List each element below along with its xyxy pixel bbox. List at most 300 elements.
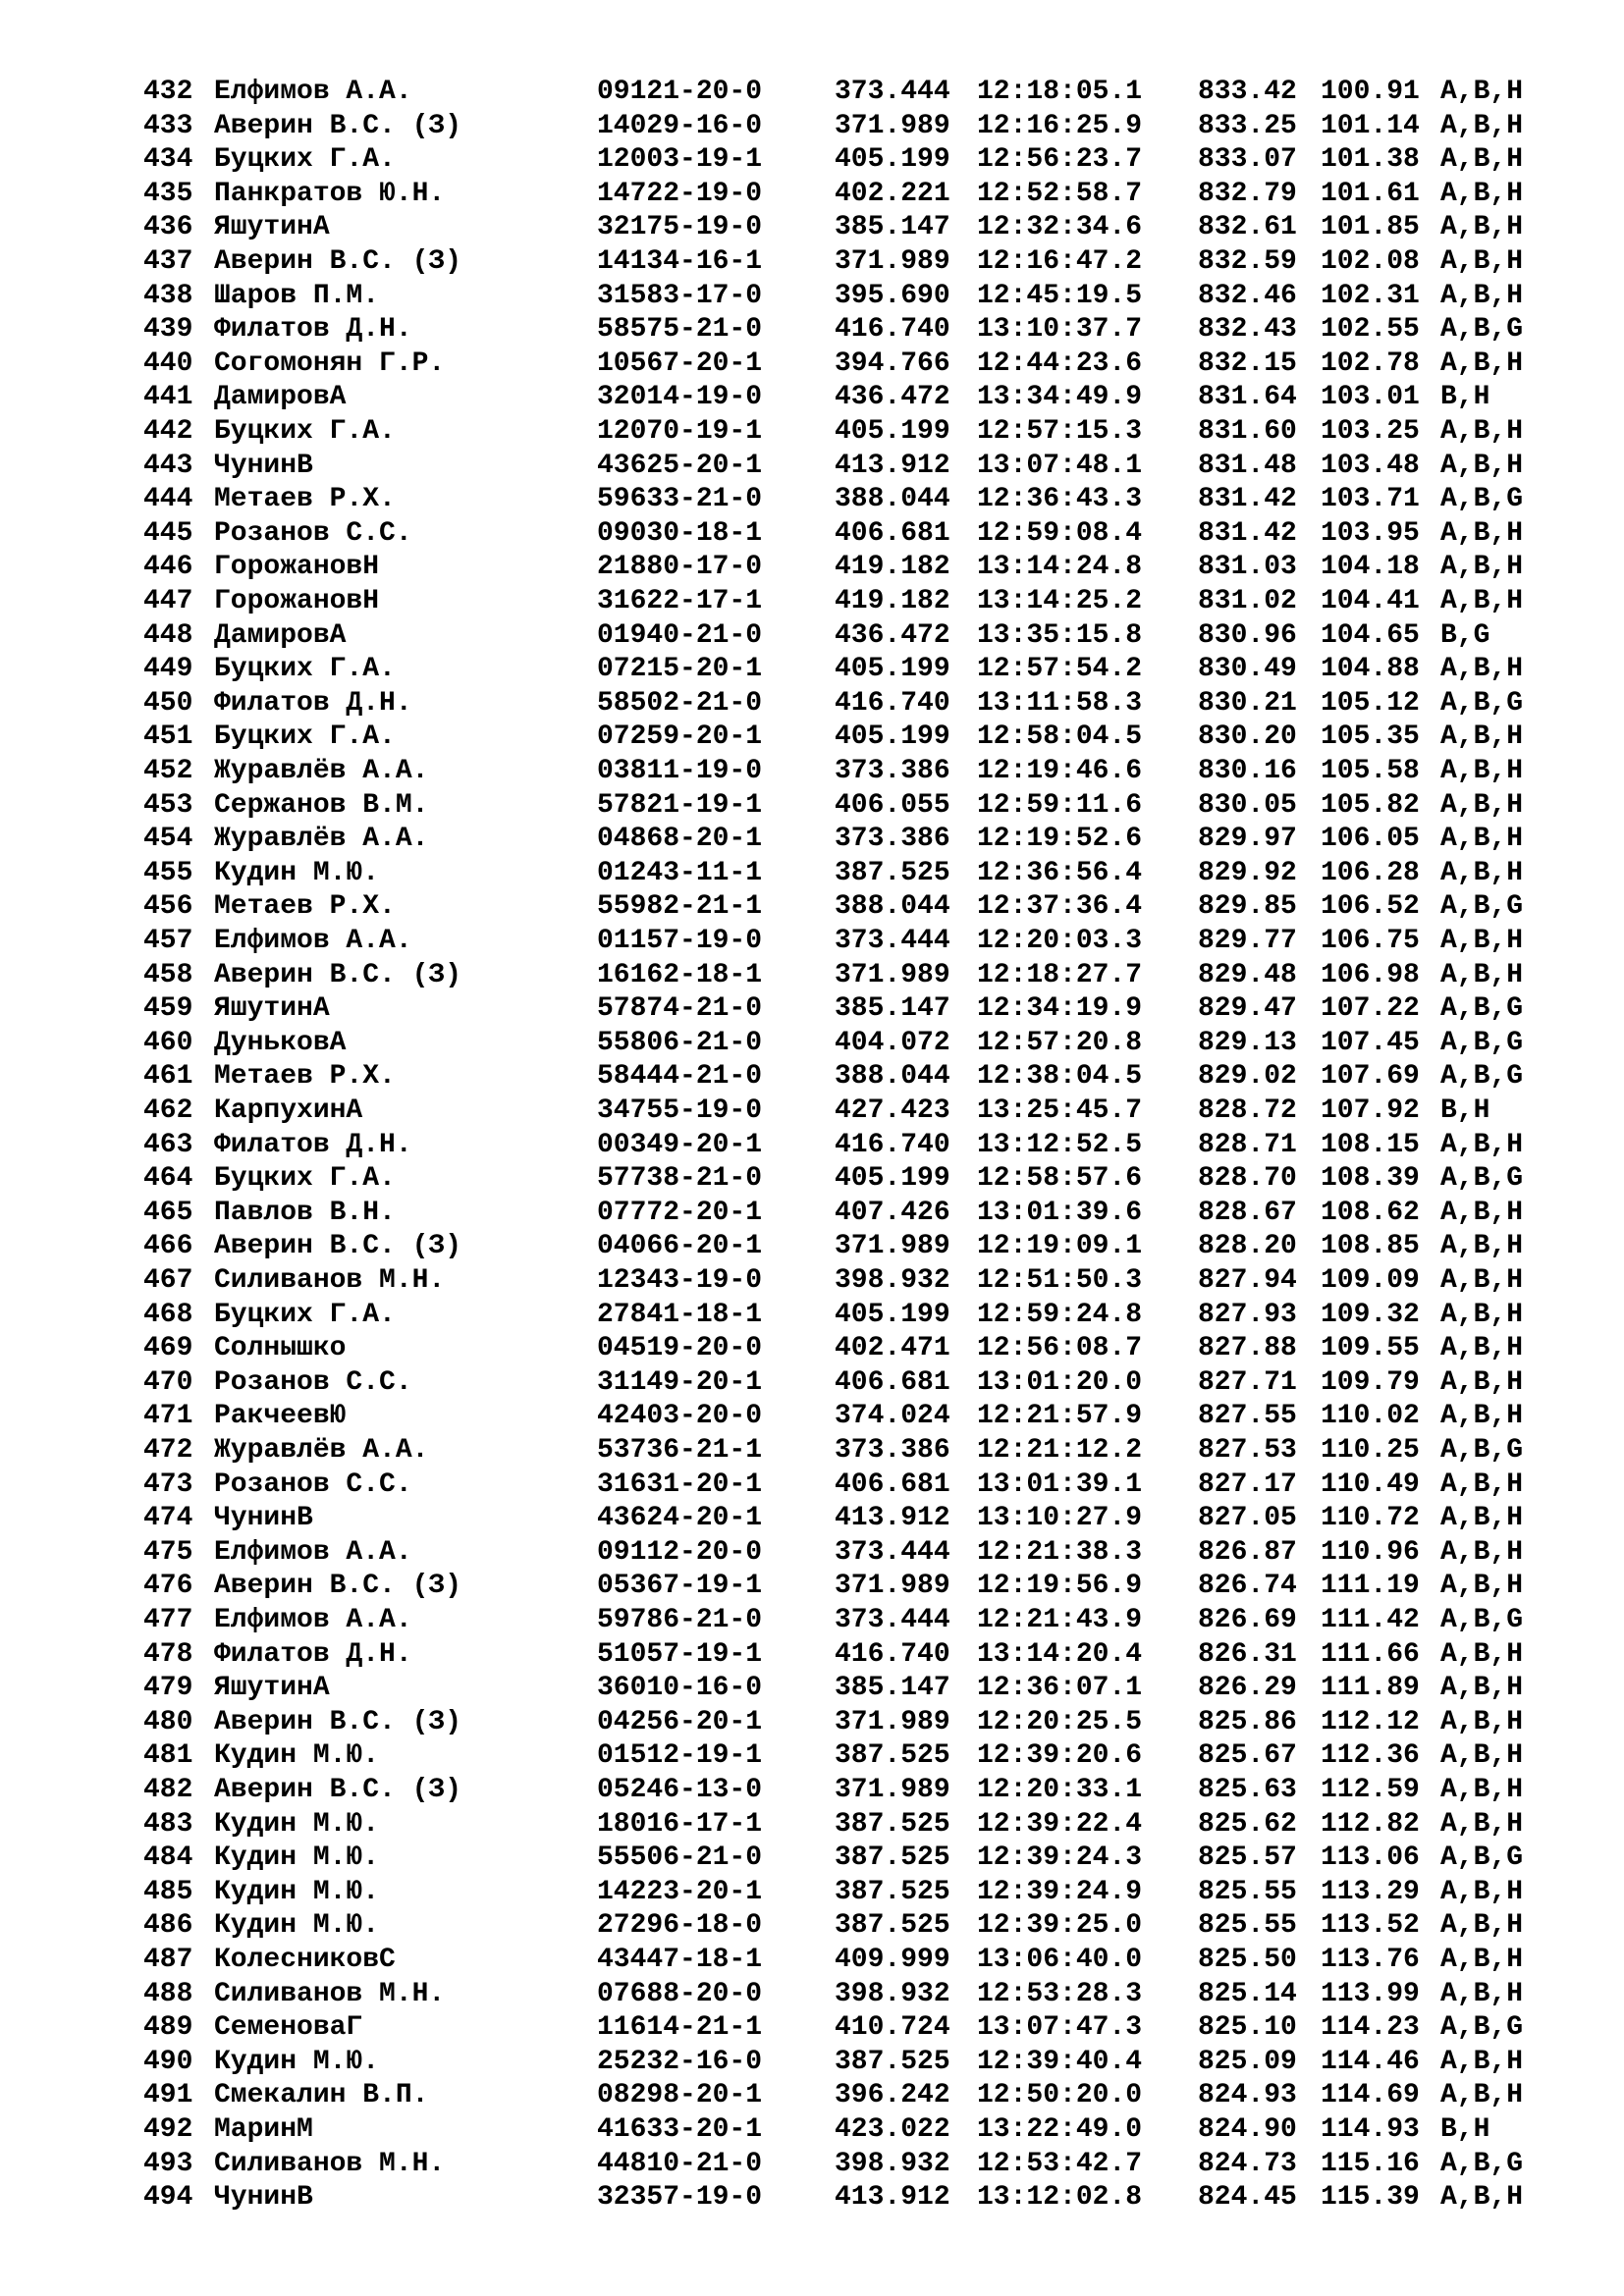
- speed: 826.69: [1198, 1605, 1297, 1635]
- place-number: 477: [143, 1605, 193, 1635]
- fancier-name: Кудин М.Ю.: [214, 1842, 380, 1874]
- arrival-time: 12:19:46.6: [977, 756, 1143, 786]
- arrival-time: 12:20:33.1: [977, 1775, 1143, 1805]
- arrival-time: 12:57:54.2: [977, 654, 1143, 685]
- place-number: 452: [143, 756, 193, 786]
- ring-number: 32175-19-0: [597, 212, 763, 243]
- groups: A,B,H: [1440, 1740, 1524, 1772]
- coefficient: 105.35: [1321, 721, 1420, 753]
- place-number: 487: [143, 1945, 193, 1975]
- distance: 396.242: [835, 2080, 950, 2111]
- distance: 423.022: [835, 2114, 950, 2145]
- groups: A,B,G: [1440, 1027, 1524, 1058]
- coefficient: 100.91: [1321, 77, 1420, 107]
- groups: A,B,H: [1440, 824, 1524, 855]
- place-number: 474: [143, 1503, 193, 1534]
- speed: 832.59: [1198, 246, 1297, 277]
- fancier-name: ЯшутинА: [214, 993, 330, 1025]
- distance: 402.471: [835, 1333, 950, 1364]
- speed: 831.42: [1198, 484, 1297, 515]
- ring-number: 57874-21-0: [597, 993, 763, 1025]
- ring-number: 12343-19-0: [597, 1265, 763, 1296]
- ring-number: 31622-17-1: [597, 586, 763, 616]
- fancier-name: Журавлёв А.А.: [214, 824, 429, 855]
- groups: A,B,H: [1440, 1265, 1524, 1296]
- arrival-time: 13:10:37.7: [977, 314, 1143, 346]
- coefficient: 114.93: [1321, 2114, 1420, 2145]
- speed: 824.73: [1198, 2148, 1297, 2179]
- ring-number: 42403-20-0: [597, 1401, 763, 1432]
- place-number: 480: [143, 1706, 193, 1737]
- speed: 825.50: [1198, 1945, 1297, 1975]
- arrival-time: 12:52:58.7: [977, 178, 1143, 209]
- ring-number: 31149-20-1: [597, 1366, 763, 1398]
- speed: 829.92: [1198, 857, 1297, 888]
- ring-number: 43624-20-1: [597, 1503, 763, 1534]
- fancier-name: Солнышко: [214, 1333, 347, 1364]
- distance: 407.426: [835, 1197, 950, 1228]
- groups: A,B,H: [1440, 178, 1524, 209]
- coefficient: 105.82: [1321, 789, 1420, 821]
- speed: 825.62: [1198, 1808, 1297, 1840]
- arrival-time: 12:21:57.9: [977, 1401, 1143, 1432]
- distance: 410.724: [835, 2012, 950, 2044]
- fancier-name: РакчеевЮ: [214, 1401, 347, 1432]
- coefficient: 103.71: [1321, 484, 1420, 515]
- coefficient: 110.72: [1321, 1503, 1420, 1534]
- fancier-name: Буцких Г.А.: [214, 144, 396, 176]
- coefficient: 109.32: [1321, 1299, 1420, 1330]
- groups: A,B,H: [1440, 1536, 1524, 1568]
- fancier-name: Метаев Р.Х.: [214, 891, 396, 923]
- ring-number: 27841-18-1: [597, 1299, 763, 1330]
- fancier-name: Елфимов А.А.: [214, 1605, 412, 1635]
- speed: 831.42: [1198, 517, 1297, 549]
- ring-number: 59633-21-0: [597, 484, 763, 515]
- coefficient: 112.36: [1321, 1740, 1420, 1772]
- speed: 825.09: [1198, 2046, 1297, 2077]
- groups: A,B,H: [1440, 926, 1524, 956]
- speed: 828.20: [1198, 1231, 1297, 1262]
- speed: 828.67: [1198, 1197, 1297, 1228]
- arrival-time: 12:51:50.3: [977, 1265, 1143, 1296]
- speed: 827.05: [1198, 1503, 1297, 1534]
- speed: 827.55: [1198, 1401, 1297, 1432]
- speed: 826.29: [1198, 1673, 1297, 1704]
- fancier-name: Аверин В.С. (З): [214, 110, 462, 141]
- fancier-name: Елфимов А.А.: [214, 77, 412, 107]
- fancier-name: Розанов С.С.: [214, 517, 412, 549]
- groups: A,B,H: [1440, 2182, 1524, 2214]
- arrival-time: 12:36:07.1: [977, 1673, 1143, 1704]
- speed: 828.70: [1198, 1163, 1297, 1195]
- place-number: 469: [143, 1333, 193, 1364]
- coefficient: 103.48: [1321, 450, 1420, 481]
- distance: 385.147: [835, 1673, 950, 1704]
- groups: A,B,G: [1440, 1842, 1524, 1874]
- arrival-time: 13:01:39.6: [977, 1197, 1143, 1228]
- coefficient: 103.01: [1321, 382, 1420, 413]
- distance: 405.199: [835, 144, 950, 176]
- coefficient: 112.59: [1321, 1775, 1420, 1805]
- ring-number: 09121-20-0: [597, 77, 763, 107]
- ring-number: 55506-21-0: [597, 1842, 763, 1874]
- coefficient: 108.62: [1321, 1197, 1420, 1228]
- arrival-time: 12:39:25.0: [977, 1910, 1143, 1942]
- coefficient: 113.06: [1321, 1842, 1420, 1874]
- coefficient: 107.45: [1321, 1027, 1420, 1058]
- fancier-name: Шаров П.М.: [214, 280, 380, 311]
- place-number: 437: [143, 246, 193, 277]
- fancier-name: Журавлёв А.А.: [214, 1435, 429, 1466]
- ring-number: 14223-20-1: [597, 1876, 763, 1907]
- groups: A,B,H: [1440, 1876, 1524, 1907]
- ring-number: 09112-20-0: [597, 1536, 763, 1568]
- coefficient: 113.99: [1321, 1978, 1420, 2009]
- arrival-time: 12:37:36.4: [977, 891, 1143, 923]
- speed: 824.45: [1198, 2182, 1297, 2214]
- fancier-name: МаринМ: [214, 2114, 313, 2145]
- groups: A,B,H: [1440, 212, 1524, 243]
- groups: A,B,H: [1440, 144, 1524, 176]
- ring-number: 36010-16-0: [597, 1673, 763, 1704]
- ring-number: 10567-20-1: [597, 347, 763, 379]
- ring-number: 01940-21-0: [597, 619, 763, 651]
- arrival-time: 12:36:56.4: [977, 857, 1143, 888]
- place-number: 484: [143, 1842, 193, 1874]
- arrival-time: 13:12:02.8: [977, 2182, 1143, 2214]
- speed: 827.53: [1198, 1435, 1297, 1466]
- coefficient: 106.98: [1321, 959, 1420, 990]
- groups: B,H: [1440, 1095, 1490, 1126]
- fancier-name: Аверин В.С. (З): [214, 1231, 462, 1262]
- arrival-time: 13:10:27.9: [977, 1503, 1143, 1534]
- fancier-name: ДамировА: [214, 382, 347, 413]
- groups: A,B,H: [1440, 416, 1524, 447]
- place-number: 459: [143, 993, 193, 1025]
- ring-number: 14134-16-1: [597, 246, 763, 277]
- arrival-time: 12:56:08.7: [977, 1333, 1143, 1364]
- ring-number: 51057-19-1: [597, 1638, 763, 1670]
- place-number: 432: [143, 77, 193, 107]
- groups: A,B,H: [1440, 2080, 1524, 2111]
- coefficient: 110.25: [1321, 1435, 1420, 1466]
- speed: 827.17: [1198, 1468, 1297, 1500]
- arrival-time: 13:01:39.1: [977, 1468, 1143, 1500]
- coefficient: 102.55: [1321, 314, 1420, 346]
- arrival-time: 12:16:47.2: [977, 246, 1143, 277]
- fancier-name: Кудин М.Ю.: [214, 857, 380, 888]
- place-number: 473: [143, 1468, 193, 1500]
- place-number: 440: [143, 347, 193, 379]
- place-number: 461: [143, 1061, 193, 1093]
- groups: A,B,H: [1440, 1571, 1524, 1602]
- place-number: 471: [143, 1401, 193, 1432]
- ring-number: 31583-17-0: [597, 280, 763, 311]
- fancier-name: Кудин М.Ю.: [214, 1876, 380, 1907]
- fancier-name: Буцких Г.А.: [214, 416, 396, 447]
- ring-number: 01243-11-1: [597, 857, 763, 888]
- ring-number: 31631-20-1: [597, 1468, 763, 1500]
- speed: 825.14: [1198, 1978, 1297, 2009]
- fancier-name: Метаев Р.Х.: [214, 484, 396, 515]
- ring-number: 32357-19-0: [597, 2182, 763, 2214]
- arrival-time: 13:35:15.8: [977, 619, 1143, 651]
- coefficient: 104.88: [1321, 654, 1420, 685]
- ring-number: 04066-20-1: [597, 1231, 763, 1262]
- groups: A,B,H: [1440, 1129, 1524, 1160]
- coefficient: 111.19: [1321, 1571, 1420, 1602]
- distance: 387.525: [835, 1740, 950, 1772]
- arrival-time: 12:59:08.4: [977, 517, 1143, 549]
- arrival-time: 13:22:49.0: [977, 2114, 1143, 2145]
- coefficient: 103.25: [1321, 416, 1420, 447]
- arrival-time: 12:56:23.7: [977, 144, 1143, 176]
- distance: 436.472: [835, 619, 950, 651]
- arrival-time: 13:25:45.7: [977, 1095, 1143, 1126]
- speed: 832.79: [1198, 178, 1297, 209]
- speed: 825.10: [1198, 2012, 1297, 2044]
- fancier-name: СеменоваГ: [214, 2012, 363, 2044]
- place-number: 436: [143, 212, 193, 243]
- distance: 406.681: [835, 1366, 950, 1398]
- distance: 388.044: [835, 891, 950, 923]
- groups: A,B,H: [1440, 1503, 1524, 1534]
- place-number: 446: [143, 552, 193, 583]
- speed: 830.21: [1198, 687, 1297, 719]
- place-number: 485: [143, 1876, 193, 1907]
- speed: 833.07: [1198, 144, 1297, 176]
- groups: A,B,H: [1440, 959, 1524, 990]
- arrival-time: 12:58:57.6: [977, 1163, 1143, 1195]
- fancier-name: Филатов Д.Н.: [214, 1129, 412, 1160]
- place-number: 488: [143, 1978, 193, 2009]
- arrival-time: 13:07:48.1: [977, 450, 1143, 481]
- groups: A,B,H: [1440, 1401, 1524, 1432]
- fancier-name: ДуньковА: [214, 1027, 347, 1058]
- place-number: 462: [143, 1095, 193, 1126]
- arrival-time: 13:12:52.5: [977, 1129, 1143, 1160]
- arrival-time: 12:57:20.8: [977, 1027, 1143, 1058]
- coefficient: 101.85: [1321, 212, 1420, 243]
- distance: 413.912: [835, 1503, 950, 1534]
- ring-number: 07772-20-1: [597, 1197, 763, 1228]
- speed: 829.02: [1198, 1061, 1297, 1093]
- speed: 833.25: [1198, 110, 1297, 141]
- place-number: 438: [143, 280, 193, 311]
- fancier-name: Буцких Г.А.: [214, 654, 396, 685]
- groups: A,B,H: [1440, 110, 1524, 141]
- coefficient: 114.46: [1321, 2046, 1420, 2077]
- fancier-name: Панкратов Ю.Н.: [214, 178, 446, 209]
- coefficient: 108.85: [1321, 1231, 1420, 1262]
- distance: 406.681: [835, 1468, 950, 1500]
- speed: 831.02: [1198, 586, 1297, 616]
- arrival-time: 12:38:04.5: [977, 1061, 1143, 1093]
- groups: A,B,H: [1440, 1910, 1524, 1942]
- groups: A,B,H: [1440, 1231, 1524, 1262]
- arrival-time: 12:20:25.5: [977, 1706, 1143, 1737]
- place-number: 492: [143, 2114, 193, 2145]
- place-number: 456: [143, 891, 193, 923]
- distance: 387.525: [835, 1842, 950, 1874]
- distance: 387.525: [835, 857, 950, 888]
- coefficient: 112.12: [1321, 1706, 1420, 1737]
- speed: 830.49: [1198, 654, 1297, 685]
- fancier-name: Павлов В.Н.: [214, 1197, 396, 1228]
- groups: A,B,G: [1440, 891, 1524, 923]
- groups: B,H: [1440, 2114, 1490, 2145]
- groups: A,B,H: [1440, 1638, 1524, 1670]
- ring-number: 00349-20-1: [597, 1129, 763, 1160]
- fancier-name: Журавлёв А.А.: [214, 756, 429, 786]
- coefficient: 107.22: [1321, 993, 1420, 1025]
- distance: 416.740: [835, 1129, 950, 1160]
- place-number: 489: [143, 2012, 193, 2044]
- ring-number: 14722-19-0: [597, 178, 763, 209]
- speed: 831.60: [1198, 416, 1297, 447]
- distance: 405.199: [835, 1163, 950, 1195]
- distance: 413.912: [835, 2182, 950, 2214]
- speed: 827.71: [1198, 1366, 1297, 1398]
- groups: A,B,G: [1440, 1061, 1524, 1093]
- distance: 373.444: [835, 1605, 950, 1635]
- distance: 385.147: [835, 993, 950, 1025]
- place-number: 478: [143, 1638, 193, 1670]
- fancier-name: Филатов Д.Н.: [214, 687, 412, 719]
- ring-number: 12070-19-1: [597, 416, 763, 447]
- coefficient: 106.05: [1321, 824, 1420, 855]
- fancier-name: Силиванов М.Н.: [214, 1265, 446, 1296]
- groups: A,B,H: [1440, 1978, 1524, 2009]
- ring-number: 14029-16-0: [597, 110, 763, 141]
- coefficient: 109.09: [1321, 1265, 1420, 1296]
- ring-number: 05246-13-0: [597, 1775, 763, 1805]
- coefficient: 112.82: [1321, 1808, 1420, 1840]
- place-number: 434: [143, 144, 193, 176]
- place-number: 450: [143, 687, 193, 719]
- distance: 402.221: [835, 178, 950, 209]
- fancier-name: Буцких Г.А.: [214, 1299, 396, 1330]
- place-number: 464: [143, 1163, 193, 1195]
- distance: 371.989: [835, 1775, 950, 1805]
- coefficient: 115.16: [1321, 2148, 1420, 2179]
- distance: 371.989: [835, 959, 950, 990]
- arrival-time: 12:39:20.6: [977, 1740, 1143, 1772]
- ring-number: 09030-18-1: [597, 517, 763, 549]
- coefficient: 101.38: [1321, 144, 1420, 176]
- speed: 828.71: [1198, 1129, 1297, 1160]
- place-number: 443: [143, 450, 193, 481]
- speed: 824.93: [1198, 2080, 1297, 2111]
- arrival-time: 13:11:58.3: [977, 687, 1143, 719]
- coefficient: 102.31: [1321, 280, 1420, 311]
- distance: 387.525: [835, 1876, 950, 1907]
- place-number: 449: [143, 654, 193, 685]
- arrival-time: 12:53:28.3: [977, 1978, 1143, 2009]
- coefficient: 104.65: [1321, 619, 1420, 651]
- ring-number: 08298-20-1: [597, 2080, 763, 2111]
- groups: A,B,H: [1440, 1468, 1524, 1500]
- place-number: 451: [143, 721, 193, 753]
- groups: A,B,H: [1440, 1775, 1524, 1805]
- place-number: 481: [143, 1740, 193, 1772]
- fancier-name: КолесниковС: [214, 1945, 396, 1975]
- speed: 825.55: [1198, 1910, 1297, 1942]
- distance: 387.525: [835, 1910, 950, 1942]
- groups: A,B,G: [1440, 1435, 1524, 1466]
- groups: A,B,H: [1440, 347, 1524, 379]
- speed: 832.46: [1198, 280, 1297, 311]
- arrival-time: 12:19:52.6: [977, 824, 1143, 855]
- distance: 419.182: [835, 586, 950, 616]
- distance: 427.423: [835, 1095, 950, 1126]
- ring-number: 55982-21-1: [597, 891, 763, 923]
- fancier-name: Розанов С.С.: [214, 1366, 412, 1398]
- arrival-time: 12:50:20.0: [977, 2080, 1143, 2111]
- place-number: 493: [143, 2148, 193, 2179]
- distance: 404.072: [835, 1027, 950, 1058]
- coefficient: 108.15: [1321, 1129, 1420, 1160]
- distance: 406.681: [835, 517, 950, 549]
- speed: 825.55: [1198, 1876, 1297, 1907]
- coefficient: 109.55: [1321, 1333, 1420, 1364]
- ring-number: 57738-21-0: [597, 1163, 763, 1195]
- fancier-name: Елфимов А.А.: [214, 926, 412, 956]
- fancier-name: ЯшутинА: [214, 212, 330, 243]
- groups: A,B,H: [1440, 654, 1524, 685]
- groups: A,B,H: [1440, 1299, 1524, 1330]
- groups: A,B,H: [1440, 77, 1524, 107]
- groups: B,H: [1440, 382, 1490, 413]
- speed: 827.88: [1198, 1333, 1297, 1364]
- arrival-time: 12:21:38.3: [977, 1536, 1143, 1568]
- groups: A,B,H: [1440, 517, 1524, 549]
- place-number: 465: [143, 1197, 193, 1228]
- distance: 371.989: [835, 1231, 950, 1262]
- distance: 436.472: [835, 382, 950, 413]
- place-number: 444: [143, 484, 193, 515]
- place-number: 458: [143, 959, 193, 990]
- distance: 406.055: [835, 789, 950, 821]
- fancier-name: КарпухинА: [214, 1095, 363, 1126]
- arrival-time: 12:59:24.8: [977, 1299, 1143, 1330]
- ring-number: 12003-19-1: [597, 144, 763, 176]
- place-number: 454: [143, 824, 193, 855]
- coefficient: 108.39: [1321, 1163, 1420, 1195]
- distance: 409.999: [835, 1945, 950, 1975]
- speed: 832.15: [1198, 347, 1297, 379]
- place-number: 482: [143, 1775, 193, 1805]
- distance: 371.989: [835, 246, 950, 277]
- arrival-time: 13:34:49.9: [977, 382, 1143, 413]
- coefficient: 105.58: [1321, 756, 1420, 786]
- speed: 826.87: [1198, 1536, 1297, 1568]
- coefficient: 113.52: [1321, 1910, 1420, 1942]
- place-number: 468: [143, 1299, 193, 1330]
- distance: 398.932: [835, 1265, 950, 1296]
- speed: 825.67: [1198, 1740, 1297, 1772]
- speed: 826.31: [1198, 1638, 1297, 1670]
- arrival-time: 12:20:03.3: [977, 926, 1143, 956]
- arrival-time: 13:14:24.8: [977, 552, 1143, 583]
- fancier-name: Сержанов В.М.: [214, 789, 429, 821]
- groups: A,B,H: [1440, 789, 1524, 821]
- place-number: 435: [143, 178, 193, 209]
- fancier-name: ГорожановН: [214, 552, 380, 583]
- ring-number: 43447-18-1: [597, 1945, 763, 1975]
- ring-number: 07259-20-1: [597, 721, 763, 753]
